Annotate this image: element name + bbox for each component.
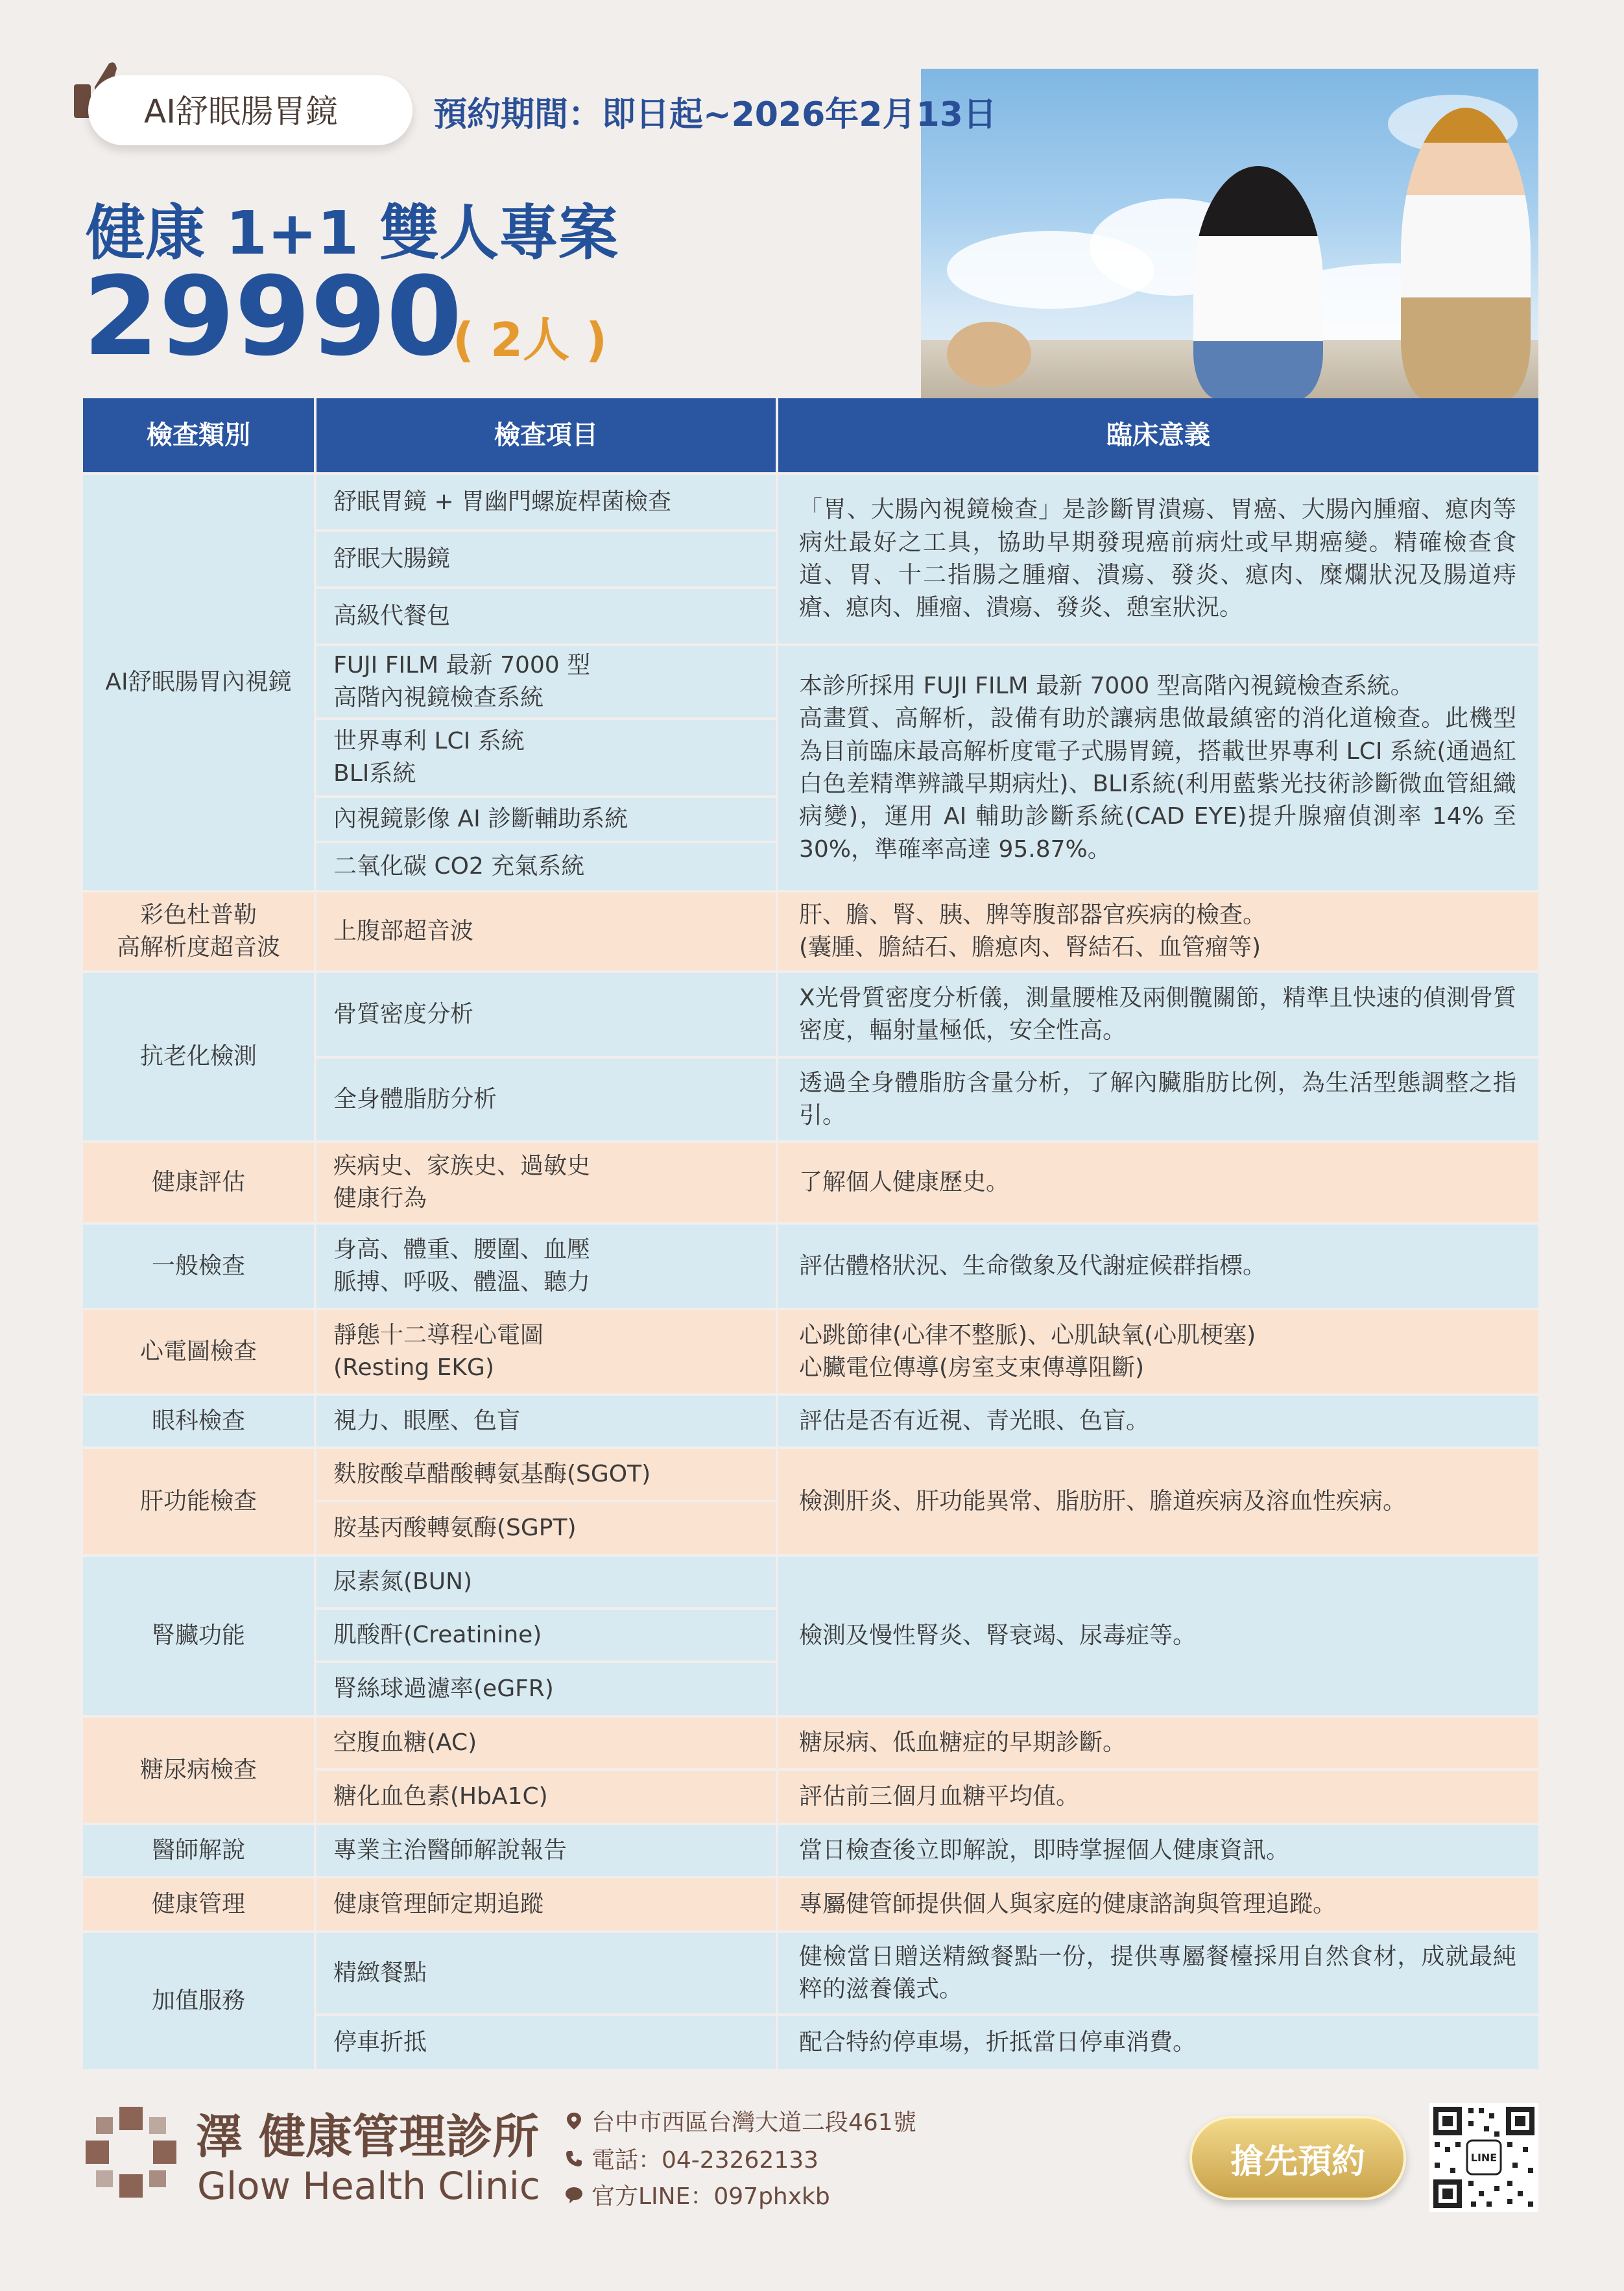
item-health-tracking: 健康管理師定期追蹤 (316, 1878, 776, 1930)
item-hba1c: 糖化血色素(HbA1C) (316, 1771, 776, 1823)
meaning-meal: 健檢當日贈送精緻餐點一份，提供專屬餐檯採用自然食材，成就最純粹的滋養儀式。 (778, 1933, 1538, 2013)
item-co2: 二氧化碳 CO2 充氣系統 (316, 843, 776, 890)
book-now-button[interactable]: 搶先預約 (1189, 2116, 1406, 2200)
category-endoscopy: AI舒眠腸胃內視鏡 (83, 475, 314, 890)
clinic-name: 澤 健康管理診所 (196, 2109, 540, 2164)
booking-period: 預約期間：即日起~2026年2月13日 (433, 95, 997, 134)
category-ecg: 心電圖檢查 (83, 1310, 314, 1393)
meaning-fasting-glucose: 糖尿病、低血糖症的早期診斷。 (778, 1718, 1538, 1768)
meaning-endoscopy: 「胃、大腸內視鏡檢查」是診斷胃潰瘍、胃癌、大腸內腫瘤、瘜肉等病灶最好之工具，協助早期發現癌前病灶或早期癌變。精確檢查食道、胃、十二指腸之腫瘤、潰瘍、發炎、瘜肉、糜爛狀況及腸道痔瘡、瘜肉、腫瘤、潰瘍、發炎、憩室狀況。 (778, 475, 1538, 643)
item-doctor-report: 專業主治醫師解說報告 (316, 1825, 776, 1876)
meaning-hba1c: 評估前三個月血糖平均值。 (778, 1771, 1538, 1823)
meaning-doctor: 當日檢查後立即解說，即時掌握個人健康資訊。 (778, 1825, 1538, 1876)
phone-row (564, 2142, 818, 2175)
address-text: 台中市西區台灣大道二段461號 (591, 2109, 916, 2136)
meaning-kidney: 檢測及慢性腎炎、腎衰竭、尿毒症等。 (778, 1557, 1538, 1715)
item-body-fat: 全身體脂肪分析 (316, 1059, 776, 1140)
chat-icon (564, 2185, 584, 2205)
item-ecg: 靜態十二導程心電圖 (Resting EKG) (316, 1310, 776, 1393)
meaning-liver: 檢測肝炎、肝功能異常、脂肪肝、膽道疾病及溶血性疾病。 (778, 1449, 1538, 1554)
item-gastroscopy: 舒眠胃鏡 + 胃幽門螺旋桿菌檢查 (316, 475, 776, 529)
header-item: 檢查項目 (316, 398, 776, 472)
meaning-body-fat: 透過全身體脂肪含量分析，了解內臟脂肪比例，為生活型態調整之指引。 (778, 1059, 1538, 1140)
item-creatinine: 肌酸酐(Creatinine) (316, 1610, 776, 1661)
category-ultrasound: 彩色杜普勒 高解析度超音波 (83, 893, 314, 970)
phone-icon (564, 2149, 584, 2168)
item-sgot: 麩胺酸草醋酸轉氨基酶(SGOT) (316, 1449, 776, 1500)
category-general-exam: 一般檢查 (83, 1225, 314, 1308)
qr-code-icon[interactable] (1429, 2103, 1538, 2212)
item-meal-pack: 高級代餐包 (316, 589, 776, 643)
item-fasting-glucose: 空腹血糖(AC) (316, 1718, 776, 1768)
meaning-history: 了解個人健康歷史。 (778, 1143, 1538, 1222)
item-history: 疾病史、家族史、過敏史 健康行為 (316, 1143, 776, 1222)
meaning-eye: 評估是否有近視、青光眼、色盲。 (778, 1396, 1538, 1446)
address-row (564, 2104, 916, 2137)
category-diabetes: 糖尿病檢查 (83, 1718, 314, 1823)
hero-photo (921, 69, 1538, 398)
category-health-management: 健康管理 (83, 1878, 314, 1930)
plan-title: 健康 1+1 雙人專案 (86, 198, 619, 268)
meaning-fujifilm: 本診所採用 FUJI FILM 最新 7000 型高階內視鏡檢查系統。 高畫質、高解析，設備有助於讓病患做最縝密的消化道檢查。此機型為目前臨床最高解析度電子式腸胃鏡，搭載世界專利 LCI 系統(通過紅白色差精準辨識早期病灶)、BLI系統(利用藍紫光技術診斷微血管組織病變)，運用 AI 輔助診斷系統(CAD EYE)提升腺瘤偵測率 14% 至 30%，準確率高達 95.87%。 (778, 646, 1538, 890)
phone-text[interactable]: 電話：04-23262133 (591, 2147, 819, 2174)
clinic-logo-icon (83, 2104, 179, 2201)
meaning-bone-density: X光骨質密度分析儀，測量腰椎及兩側髖關節，精準且快速的偵測骨質密度，輻射量極低，安全性高。 (778, 973, 1538, 1056)
meaning-health-management: 專屬健管師提供個人與家庭的健康諮詢與管理追蹤。 (778, 1878, 1538, 1930)
item-meal: 精緻餐點 (316, 1933, 776, 2013)
item-sgpt: 胺基丙酸轉氨酶(SGPT) (316, 1502, 776, 1554)
category-doctor-explanation: 醫師解說 (83, 1825, 314, 1876)
line-text[interactable]: 官方LINE：097phxkb (591, 2183, 830, 2210)
item-egfr: 腎絲球過濾率(eGFR) (316, 1663, 776, 1715)
header-category: 檢查類別 (83, 398, 314, 472)
meaning-general: 評估體格狀況、生命徵象及代謝症候群指標。 (778, 1225, 1538, 1308)
item-ai-assist: 內視鏡影像 AI 診斷輔助系統 (316, 798, 776, 841)
item-bun: 尿素氮(BUN) (316, 1557, 776, 1607)
category-liver: 肝功能檢查 (83, 1449, 314, 1554)
item-colonoscopy: 舒眠大腸鏡 (316, 532, 776, 586)
category-health-assessment: 健康評估 (83, 1143, 314, 1222)
category-kidney: 腎臟功能 (83, 1557, 314, 1715)
item-fujifilm-system: FUJI FILM 最新 7000 型 高階內視鏡檢查系統 (316, 646, 776, 717)
item-lci-bli: 世界專利 LCI 系統 BLI系統 (316, 720, 776, 795)
item-vision: 視力、眼壓、色盲 (316, 1396, 776, 1446)
meaning-parking: 配合特約停車場，折抵當日停車消費。 (778, 2016, 1538, 2069)
meaning-ultrasound: 肝、膽、腎、胰、脾等腹部器官疾病的檢查。 (囊腫、膽結石、膽瘜肉、腎結石、血管瘤等) (778, 893, 1538, 970)
header-meaning: 臨床意義 (778, 398, 1538, 472)
location-pin-icon (564, 2111, 584, 2131)
item-vitals: 身高、體重、腰圍、血壓 脈搏、呼吸、體溫、聽力 (316, 1225, 776, 1308)
price-unit: ( 2人 ) (453, 313, 608, 367)
clinic-name-en: Glow Health Clinic (197, 2164, 540, 2208)
item-abdominal-ultrasound: 上腹部超音波 (316, 893, 776, 970)
category-anti-aging: 抗老化檢測 (83, 973, 314, 1140)
promo-badge-label: AI舒眠腸胃鏡 (144, 93, 338, 130)
qr-label: LINE (1470, 2152, 1498, 2164)
category-eye-exam: 眼科檢查 (83, 1396, 314, 1446)
category-value-added: 加值服務 (83, 1933, 314, 2069)
plan-price: 29990 (83, 253, 462, 380)
item-parking: 停車折抵 (316, 2016, 776, 2069)
meaning-ecg: 心跳節律(心律不整脈)、心肌缺氧(心肌梗塞) 心臟電位傳導(房室支束傳導阻斷) (778, 1310, 1538, 1393)
line-row (564, 2178, 830, 2211)
item-bone-density: 骨質密度分析 (316, 973, 776, 1056)
